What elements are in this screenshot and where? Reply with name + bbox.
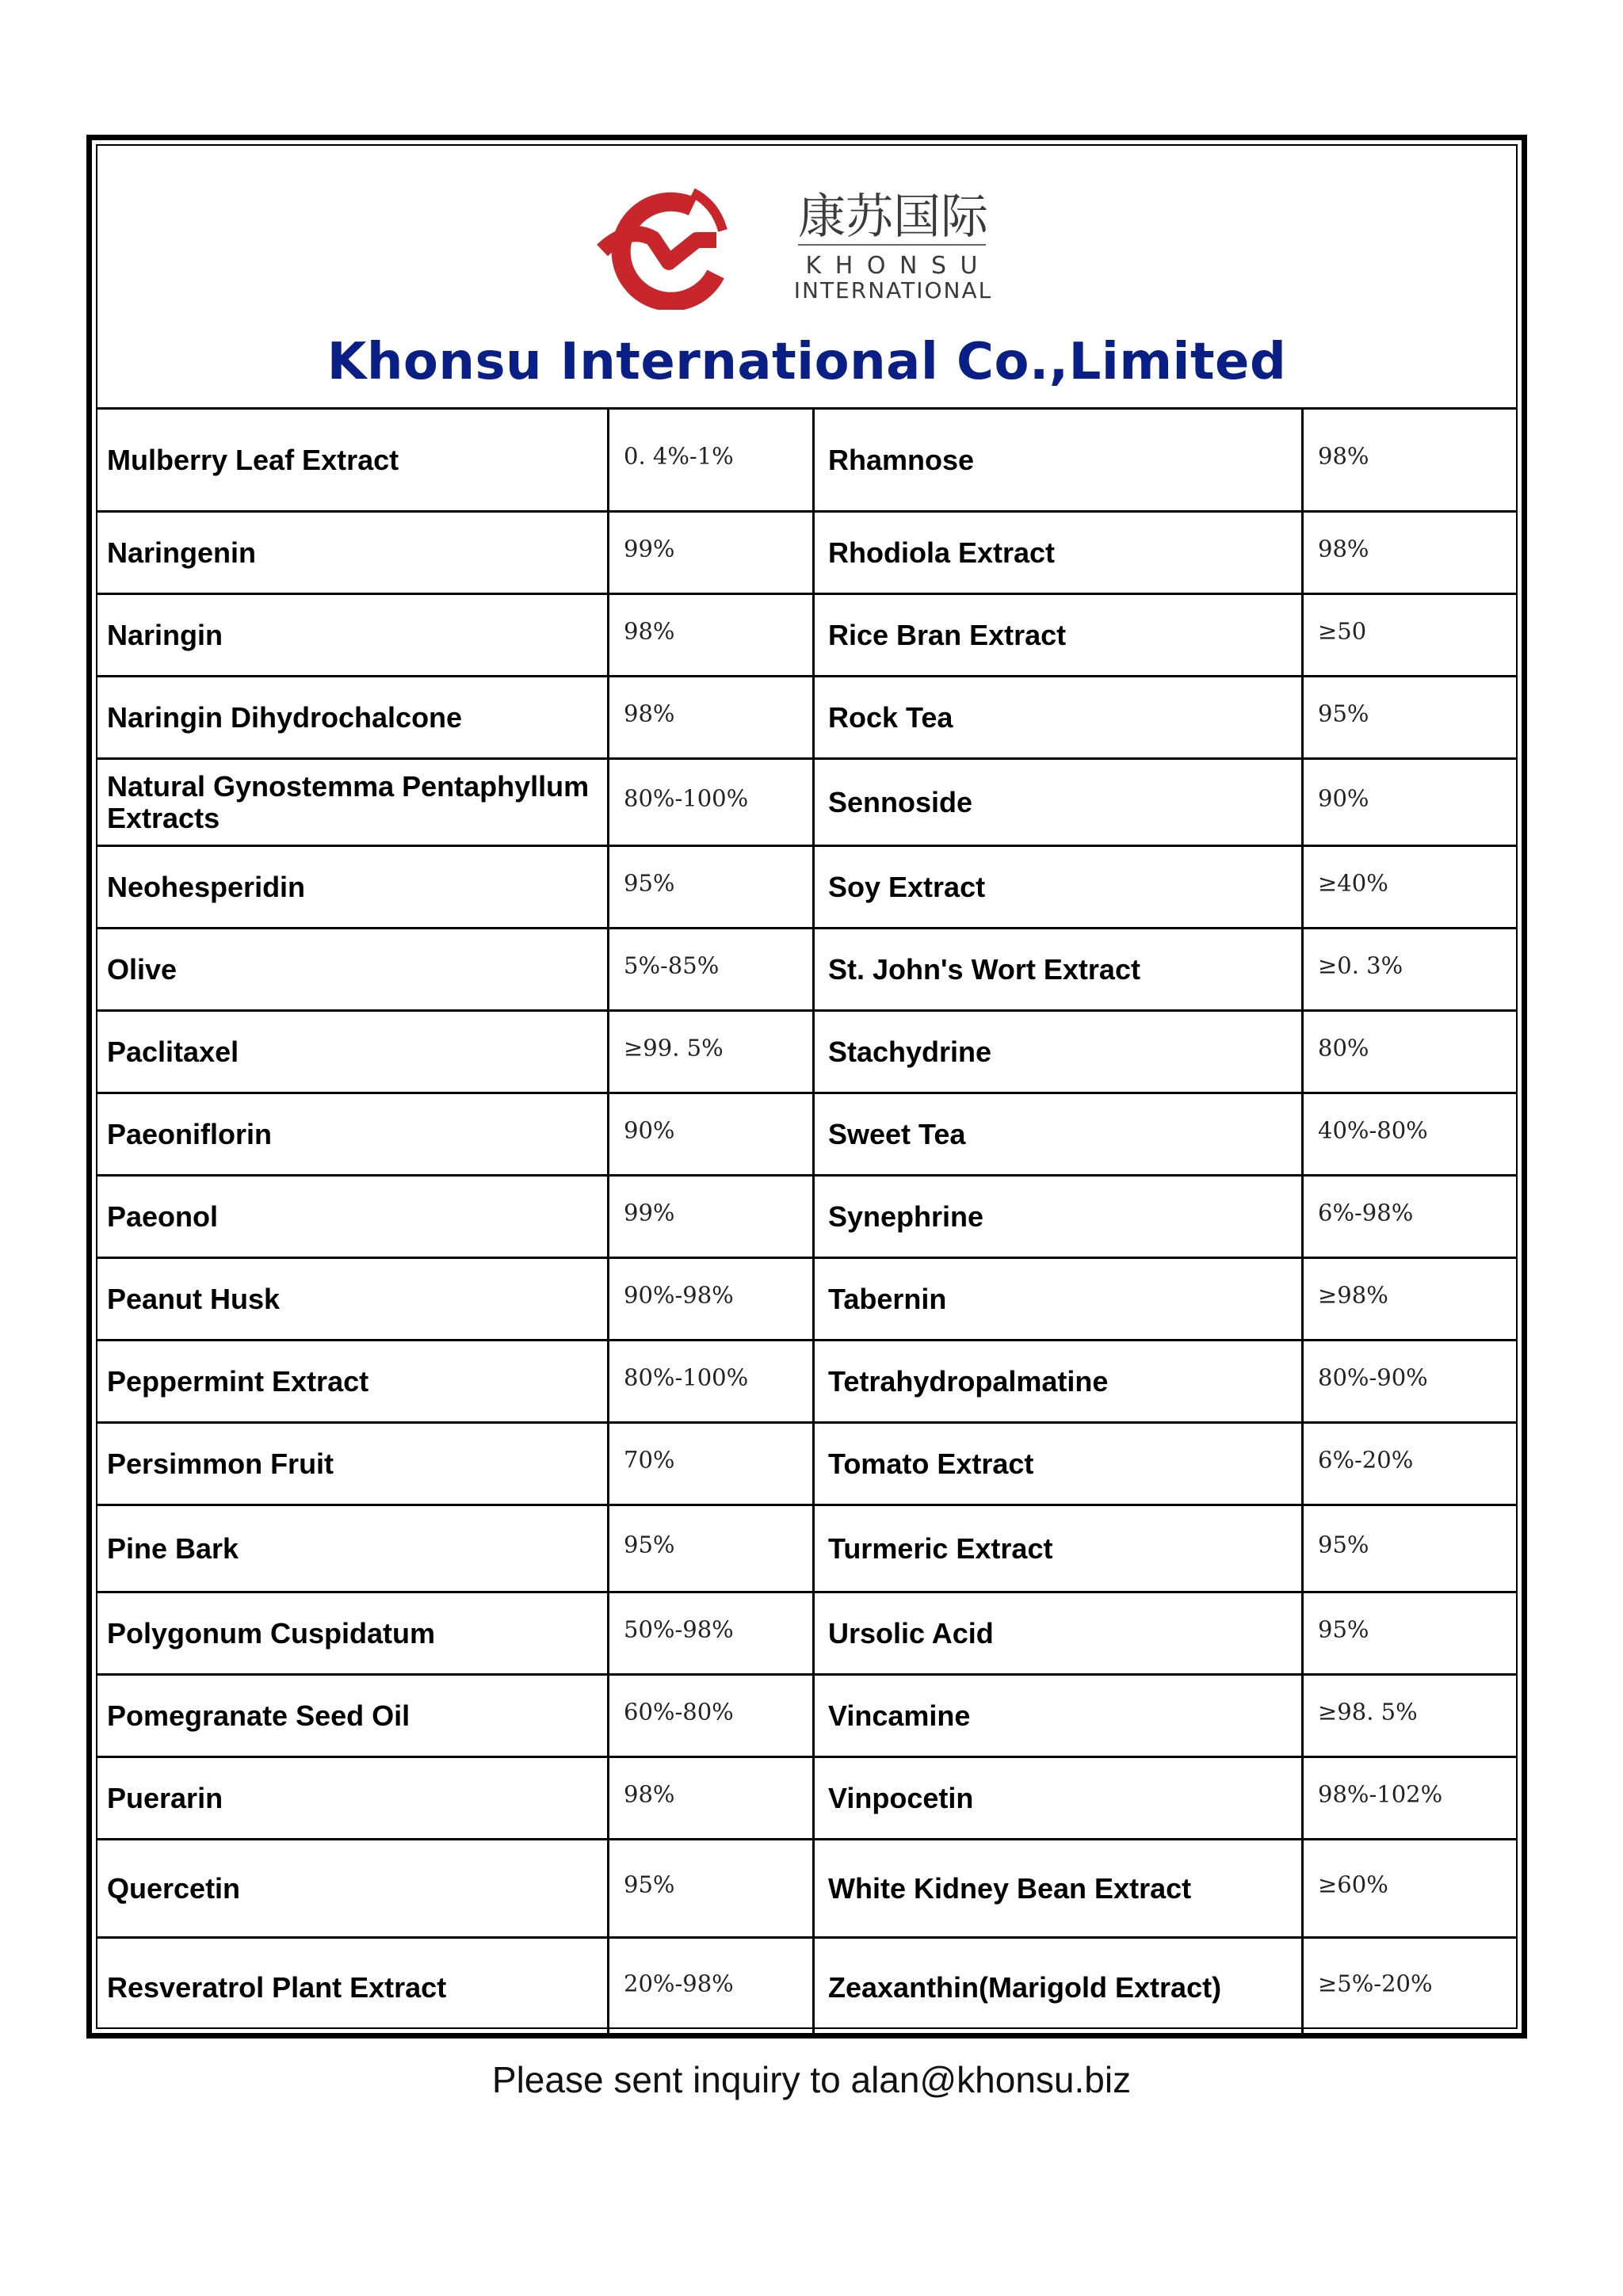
product-name-cell (97, 1424, 609, 1504)
product-name: Quercetin (107, 1871, 241, 1905)
purity-cell (1304, 1259, 1516, 1339)
purity-value: 20%-98% (624, 1970, 734, 1997)
product-name: Naringenin (107, 536, 257, 569)
purity-cell (1304, 1012, 1516, 1092)
product-name-cell (815, 1177, 1304, 1257)
product-name: Peppermint Extract (107, 1364, 369, 1398)
purity-value: 80%-100% (624, 1363, 749, 1391)
purity-value: ≥40% (1318, 869, 1388, 897)
table-row (97, 847, 1516, 929)
purity-cell (609, 677, 815, 757)
purity-cell (609, 1424, 815, 1504)
table-row (97, 595, 1516, 677)
purity-cell (609, 1177, 815, 1257)
product-name: Sennoside (828, 785, 973, 818)
purity-value: ≥5%-20% (1318, 1970, 1433, 1997)
product-name-cell (815, 1676, 1304, 1756)
product-name-cell (815, 1424, 1304, 1504)
table-row (97, 1506, 1516, 1593)
product-name: Polygonum Cuspidatum (107, 1616, 435, 1650)
product-name-cell (97, 847, 609, 927)
purity-value: 70% (624, 1446, 675, 1474)
company-title: Khonsu International Co.,Limited (327, 333, 1287, 391)
product-name: Turmeric Extract (828, 1531, 1053, 1565)
purity-cell (609, 1259, 815, 1339)
product-name: Peanut Husk (107, 1282, 281, 1315)
purity-value: 90% (624, 1116, 675, 1144)
table-row (97, 1676, 1516, 1758)
product-name-cell (815, 929, 1304, 1009)
table-row (97, 1840, 1516, 1939)
product-name: Tetrahydropalmatine (828, 1364, 1109, 1398)
product-name-cell (97, 1758, 609, 1838)
purity-cell (609, 1506, 815, 1591)
purity-value: ≥98. 5% (1318, 1698, 1418, 1726)
product-name-cell (97, 1012, 609, 1092)
purity-value: 90%-98% (624, 1281, 734, 1309)
product-name: Naringin Dihydrochalcone (107, 700, 463, 734)
inquiry-note: Please sent inquiry to alan@khonsu.biz (491, 2059, 1132, 2100)
table-row (97, 1341, 1516, 1424)
logo-english-line-2: INTERNATIONAL (793, 277, 993, 303)
product-name-cell (815, 847, 1304, 927)
logo-mark-icon (602, 193, 723, 302)
purity-cell (609, 1939, 815, 2037)
purity-cell (609, 1840, 815, 1936)
purity-value: 99% (624, 1199, 675, 1226)
product-name-cell (97, 1259, 609, 1339)
company-logo (590, 175, 1033, 310)
purity-value: 95% (624, 869, 675, 897)
product-name: Rhodiola Extract (828, 536, 1056, 569)
purity-value: 5%-85% (624, 952, 720, 979)
purity-cell (1304, 847, 1516, 927)
table-row (97, 1259, 1516, 1341)
product-name: Rhamnose (828, 443, 975, 476)
purity-value: 98% (624, 617, 675, 645)
product-name-cell (97, 513, 609, 593)
purity-cell (1304, 1506, 1516, 1591)
purity-value: 98%-102% (1318, 1780, 1443, 1808)
table-row (97, 1939, 1516, 2037)
product-name-cell (815, 1593, 1304, 1673)
table-row (97, 513, 1516, 595)
product-name-cell (815, 1758, 1304, 1838)
product-name-cell (815, 1094, 1304, 1174)
purity-cell (1304, 1676, 1516, 1756)
product-name: Neohesperidin (107, 870, 306, 903)
purity-value: 80%-100% (624, 784, 749, 812)
product-name-cell (97, 410, 609, 510)
product-name-cell (97, 1341, 609, 1421)
purity-value: 40%-80% (1318, 1116, 1428, 1144)
purity-value: 98% (624, 1780, 675, 1808)
purity-cell (1304, 929, 1516, 1009)
product-name: St. John's Wort Extract (828, 952, 1140, 986)
purity-value: 0. 4%-1% (624, 442, 734, 470)
purity-value: 6%-20% (1318, 1446, 1414, 1474)
product-name-cell (97, 1676, 609, 1756)
product-name: Persimmon Fruit (107, 1447, 334, 1480)
purity-cell (1304, 513, 1516, 593)
product-name: Soy Extract (828, 870, 986, 903)
product-name-cell (815, 1341, 1304, 1421)
purity-value: 95% (624, 1531, 675, 1558)
purity-value: 98% (624, 700, 675, 727)
document-frame (86, 135, 1527, 2039)
purity-cell (1304, 760, 1516, 845)
product-name: Vinpocetin (828, 1781, 974, 1814)
purity-cell (609, 410, 815, 510)
purity-cell (1304, 1840, 1516, 1936)
purity-cell (609, 1094, 815, 1174)
product-name: Vincamine (828, 1699, 971, 1732)
purity-cell (1304, 1758, 1516, 1838)
purity-value: ≥60% (1318, 1871, 1388, 1898)
product-name-cell (97, 1840, 609, 1936)
purity-value: 95% (1318, 1615, 1369, 1643)
product-name-cell (815, 1840, 1304, 1936)
table-row (97, 410, 1516, 513)
purity-cell (1304, 1939, 1516, 2037)
table-row (97, 929, 1516, 1012)
product-name-cell (97, 1177, 609, 1257)
product-name-cell (97, 677, 609, 757)
purity-value: 80% (1318, 1034, 1369, 1062)
product-name-cell (97, 595, 609, 675)
product-name-cell (815, 1506, 1304, 1591)
product-name: Paeonol (107, 1199, 219, 1233)
product-name: Rice Bran Extract (828, 618, 1067, 651)
purity-cell (609, 929, 815, 1009)
purity-cell (609, 513, 815, 593)
purity-value: 6%-98% (1318, 1199, 1414, 1226)
purity-value: 60%-80% (624, 1698, 734, 1726)
product-name-cell (815, 513, 1304, 593)
product-name: Paclitaxel (107, 1035, 239, 1068)
product-name: Resveratrol Plant Extract (107, 1971, 447, 2004)
purity-cell (609, 595, 815, 675)
product-name: White Kidney Bean Extract (828, 1871, 1192, 1905)
product-name-cell (97, 760, 609, 845)
product-name: Naringin (107, 618, 223, 651)
purity-cell (609, 1341, 815, 1421)
purity-cell (1304, 1593, 1516, 1673)
product-name-cell (97, 929, 609, 1009)
product-name-cell (815, 1259, 1304, 1339)
product-name: Zeaxanthin(Marigold Extract) (828, 1971, 1222, 2004)
product-name: Ursolic Acid (828, 1616, 994, 1650)
purity-cell (1304, 1424, 1516, 1504)
product-name-cell (97, 1506, 609, 1591)
purity-value: ≥50 (1318, 617, 1367, 645)
table-row (97, 1094, 1516, 1177)
logo-chinese-text: 康苏国际 (798, 189, 988, 245)
purity-value: ≥0. 3% (1318, 952, 1403, 979)
logo-english-line-1: K H O N S U (805, 252, 981, 280)
purity-value: ≥98% (1318, 1281, 1388, 1309)
purity-value: 95% (1318, 700, 1369, 727)
product-name: Paeoniflorin (107, 1117, 273, 1150)
purity-cell (609, 1758, 815, 1838)
purity-cell (609, 847, 815, 927)
product-name-cell (815, 677, 1304, 757)
product-name: Pine Bark (107, 1531, 239, 1565)
purity-cell (1304, 410, 1516, 510)
product-name: Pomegranate Seed Oil (107, 1699, 411, 1732)
purity-value: ≥99. 5% (624, 1034, 724, 1062)
purity-value: 50%-98% (624, 1615, 734, 1643)
table-row (97, 760, 1516, 847)
table-row (97, 1012, 1516, 1094)
purity-cell (1304, 1177, 1516, 1257)
table-row (97, 677, 1516, 760)
product-name-cell (815, 1012, 1304, 1092)
document-inner-border (96, 144, 1518, 2029)
purity-cell (1304, 677, 1516, 757)
purity-cell (1304, 1341, 1516, 1421)
table-row (97, 1177, 1516, 1259)
product-name-cell (815, 410, 1304, 510)
product-name: Puerarin (107, 1781, 223, 1814)
product-name: Tomato Extract (828, 1447, 1034, 1480)
table-row (97, 1593, 1516, 1676)
table-row (97, 1758, 1516, 1840)
table-row (97, 1424, 1516, 1506)
product-name: Tabernin (828, 1282, 947, 1315)
purity-value: 80%-90% (1318, 1363, 1428, 1391)
product-name-cell (97, 1593, 609, 1673)
purity-cell (609, 1012, 815, 1092)
product-name: Olive (107, 952, 178, 986)
purity-value: 98% (1318, 535, 1369, 563)
purity-cell (609, 760, 815, 845)
header (97, 146, 1516, 410)
purity-cell (1304, 595, 1516, 675)
product-name-cell (815, 760, 1304, 845)
purity-value: 95% (1318, 1531, 1369, 1558)
product-name: Stachydrine (828, 1035, 992, 1068)
purity-cell (609, 1593, 815, 1673)
product-name: Natural Gynostemma Pentaphyllum Extracts (107, 769, 590, 834)
product-name: Mulberry Leaf Extract (107, 443, 399, 476)
product-table (97, 410, 1516, 2037)
purity-value: 95% (624, 1871, 675, 1898)
product-name: Synephrine (828, 1199, 984, 1233)
purity-cell (609, 1676, 815, 1756)
product-name-cell (97, 1094, 609, 1174)
purity-value: 90% (1318, 784, 1369, 812)
product-name-cell (97, 1939, 609, 2037)
purity-cell (1304, 1094, 1516, 1174)
product-name-cell (815, 595, 1304, 675)
purity-value: 99% (624, 535, 675, 563)
product-name: Rock Tea (828, 700, 953, 734)
purity-value: 98% (1318, 442, 1369, 470)
product-name-cell (815, 1939, 1304, 2037)
product-name: Sweet Tea (828, 1117, 966, 1150)
